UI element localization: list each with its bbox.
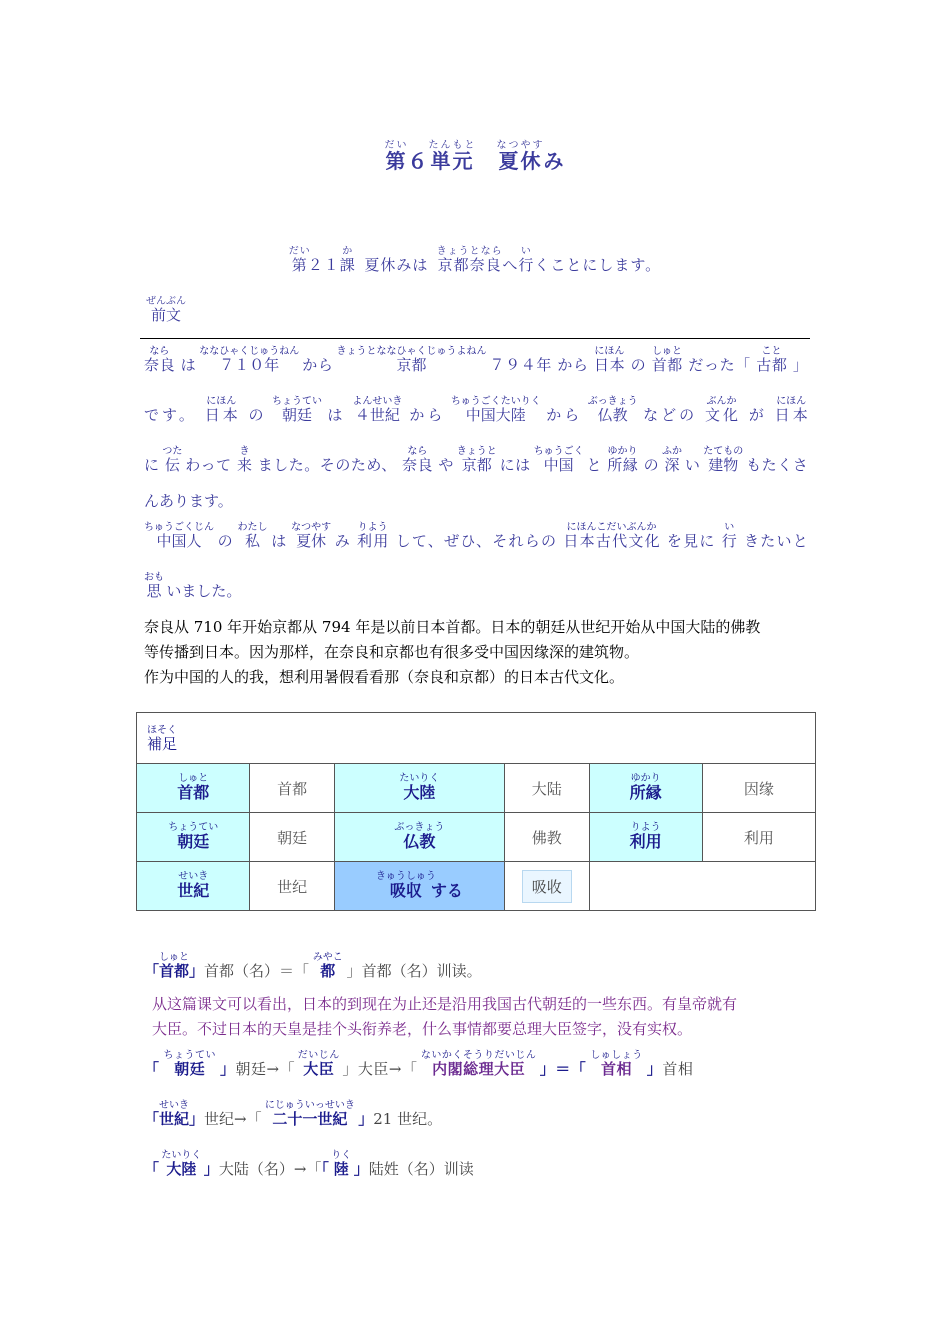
ruby-word: 深ふか xyxy=(661,446,682,474)
ruby-word: 文化ぶんか xyxy=(704,396,742,424)
vocab-term: 首都しゅと xyxy=(137,764,250,813)
vocab-meaning: 吸收 xyxy=(504,862,589,911)
vocab-row xyxy=(137,764,816,813)
vocab-header-label: 補足ほそく xyxy=(147,725,178,753)
jp-text-line-3 xyxy=(144,446,808,475)
vocab-term: 所縁ゆかり xyxy=(589,764,702,813)
text-segment: から xyxy=(409,406,446,424)
text-segment: 」 xyxy=(792,356,808,374)
ruby-word: 中国人ちゅうごくじん xyxy=(144,522,214,550)
text-segment: は xyxy=(271,532,288,550)
note-paragraph-line-2: 大臣。不过日本的天皇是挂个头衔养老，什么事情都要总理大臣签字，没有实权。 xyxy=(152,1020,693,1038)
ruby-word: 思おも xyxy=(144,572,164,600)
ruby-word: 夏休なつやす xyxy=(291,522,332,550)
text-segment: いました。 xyxy=(166,582,242,600)
vocab-term: 仏教ぶっきょう xyxy=(334,813,504,862)
ruby-word: 京都きょうと xyxy=(456,446,497,474)
text-segment: ました。そのため、 xyxy=(257,456,397,474)
note-seiki: 「世紀せいき」世纪→「 二十一世紀にじゅういっせいき 」21 世纪。 xyxy=(144,1100,443,1128)
ruby-word: 仏教ぶっきょう xyxy=(587,396,638,424)
vocab-empty-cell xyxy=(589,862,816,911)
text-segment: もたくさ xyxy=(746,456,808,474)
text-segment: して、ぜひ、それらの xyxy=(395,532,558,550)
text-segment: きたいと xyxy=(744,532,808,550)
text-segment: の xyxy=(217,532,234,550)
vocab-term: 大陸たいりく xyxy=(334,764,504,813)
ruby-word: 首都しゅと xyxy=(651,346,683,374)
jp-text-line-4: んあります。 xyxy=(144,492,233,510)
text-segment: を見に xyxy=(666,532,716,550)
note-paragraph-line-1: 从这篇课文可以看出，日本的到现在为止还是沿用我国古代朝廷的一些东西。有皇帝就有 xyxy=(152,995,738,1013)
ruby-word: 中国ちゅうごく xyxy=(533,446,584,474)
text-segment: は xyxy=(327,406,346,424)
text-segment: み xyxy=(334,532,351,550)
text-segment: の xyxy=(643,456,660,474)
text-segment: です。 xyxy=(144,406,197,424)
text-segment: から xyxy=(302,356,334,374)
divider xyxy=(140,338,810,339)
ruby-word: 朝廷ちょうてい xyxy=(271,396,322,424)
ruby-word: 日本古代文化にほんこだいぶんか xyxy=(563,522,661,550)
ruby-word: 奈良なら xyxy=(144,346,176,374)
text-segment: ７９４年 xyxy=(489,356,552,374)
ruby-word: ４世紀よんせいき xyxy=(352,396,403,424)
ruby-word: 日本にほん xyxy=(594,346,626,374)
ruby-word: 奈良なら xyxy=(402,446,434,474)
ruby-word: 行い xyxy=(721,522,738,550)
vocab-meaning: 大陆 xyxy=(504,764,589,813)
vocab-meaning: 佛教 xyxy=(504,813,589,862)
ruby-word: 京都きょうとななひゃくじゅうよねん xyxy=(336,346,487,374)
section-label: 前文ぜんぶん xyxy=(146,296,186,324)
ruby-word: 来き xyxy=(236,446,253,474)
vocab-term: 世紀せいき xyxy=(137,862,250,911)
vocab-header xyxy=(136,712,816,764)
note-tairiku: 「 大陸たいりく 」大陆（名）→「「 陸りく 」陆姓（名）训读 xyxy=(144,1150,474,1178)
vocab-term: 朝廷ちょうてい xyxy=(137,813,250,862)
ruby-word: ７１０年ななひゃくじゅうねん xyxy=(199,346,300,374)
ruby-word: 建物たてもの xyxy=(703,446,744,474)
text-segment: だった「 xyxy=(688,356,751,374)
vocab-box xyxy=(136,712,816,915)
jp-text-line-6 xyxy=(144,572,808,601)
unit-title: 第だい６単元たんもと 夏休なつやすみ xyxy=(384,140,566,173)
jp-text-line-5 xyxy=(144,522,808,551)
text-segment: わって xyxy=(185,456,232,474)
lesson-title: 第だい２１課か 夏休みは 京都奈良きょうとならへ行いくことにします。 xyxy=(288,246,662,274)
text-segment: には xyxy=(499,456,531,474)
jp-text-line-1 xyxy=(144,346,808,375)
ruby-word: 伝つた xyxy=(162,446,183,474)
ruby-word: 日本にほん xyxy=(774,396,808,424)
vocab-row xyxy=(137,862,816,911)
ruby-word: 所縁ゆかり xyxy=(607,446,639,474)
text-segment: は xyxy=(180,356,197,374)
text-segment: から xyxy=(557,356,589,374)
text-segment: い xyxy=(684,456,701,474)
ruby-word: 古都こと xyxy=(756,346,788,374)
zh-translation-line-3: 作为中国的人的我，想利用暑假看看那（奈良和京都）的日本古代文化。 xyxy=(144,668,625,686)
text-segment: の xyxy=(630,356,647,374)
text-segment: と xyxy=(586,456,602,474)
ruby-word: 私わたし xyxy=(237,522,268,550)
vocab-meaning: 朝廷 xyxy=(250,813,334,862)
ruby-word: 中国大陸ちゅうごくたいりく xyxy=(450,396,541,424)
vocab-row xyxy=(137,813,816,862)
vocab-meaning: 世纪 xyxy=(250,862,334,911)
vocab-meaning: 因缘 xyxy=(702,764,815,813)
text-segment: などの xyxy=(643,406,698,424)
ruby-word: 利用りよう xyxy=(357,522,390,550)
text-segment: から xyxy=(546,406,583,424)
ruby-word: 日本にほん xyxy=(204,396,241,424)
vocab-meaning: 利用 xyxy=(702,813,815,862)
jp-text-line-2 xyxy=(144,396,808,425)
vocab-term: 吸収きゅうしゅうする xyxy=(334,862,504,911)
zh-translation-line-2: 等传播到日本。因为那样，在奈良和京都也有很多受中国因缘深的建筑物。 xyxy=(144,643,640,661)
text-segment: や xyxy=(438,456,454,474)
text-segment: の xyxy=(248,406,267,424)
note-chotei: 「 朝廷ちょうてい 」朝廷→「 大臣だいじん 」大臣→「 内閣総理大臣ないかくそうりだいじん 」＝「 首相しゅしょう 」首相 xyxy=(144,1050,694,1078)
text-segment: に xyxy=(144,456,160,474)
zh-translation-line-1: 奈良从 710 年开始京都从 794 年是以前日本首都。日本的朝廷从世纪开始从中国大陆的佛教 xyxy=(144,618,761,636)
vocab-meaning: 首都 xyxy=(250,764,334,813)
vocab-term: 利用りよう xyxy=(589,813,702,862)
vocab-table xyxy=(136,763,816,911)
text-segment: が xyxy=(748,406,767,424)
note-shuto: 「首都しゅと」首都（名）＝「 都みやこ 」首都（名）训读。 xyxy=(144,952,482,980)
